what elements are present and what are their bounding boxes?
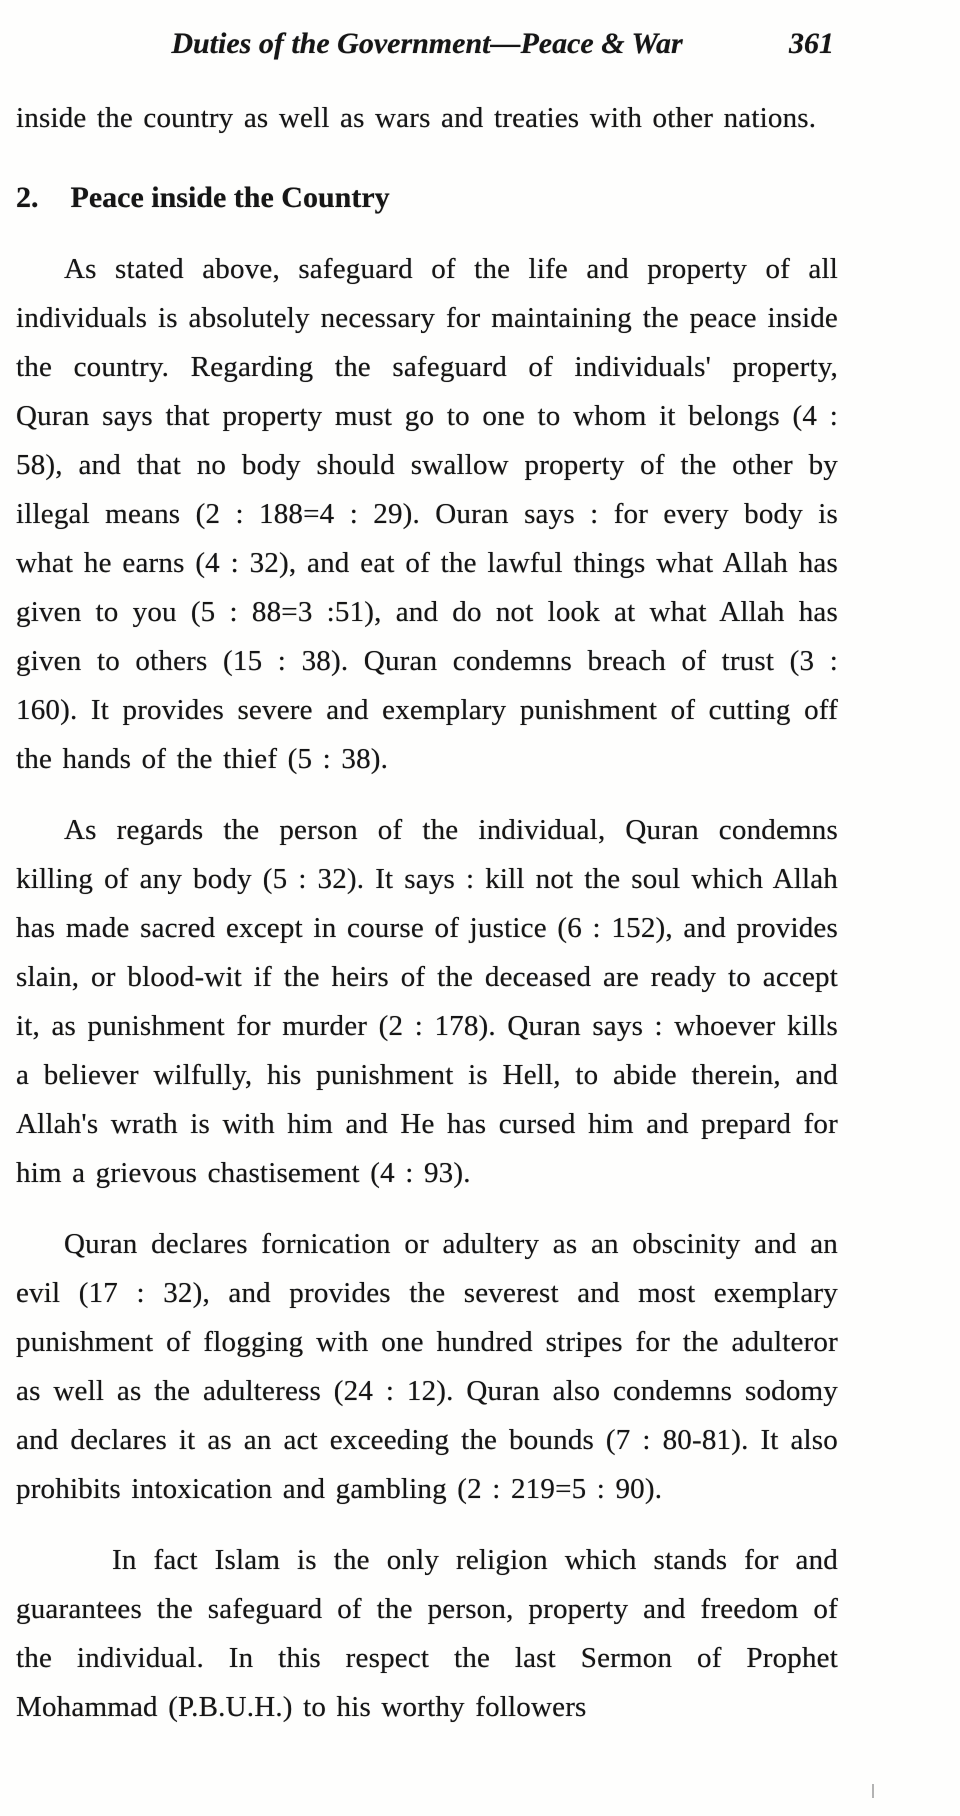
- section-title: Peace inside the Country: [70, 181, 390, 214]
- paragraph-4: In fact Islam is the only religion which stands for and guarantees the safeguard of the person, property and freedom of the individual. In this respect the last Sermon of Prophet Mohammad (P.B.U.H.) to his worthy followers: [16, 1544, 838, 1723]
- page-number: 361: [789, 27, 834, 60]
- scan-edge-mark: [872, 1784, 874, 1798]
- running-header: [16, 24, 838, 64]
- continued-paragraph: inside the country as well as wars and treaties with other nations.: [16, 102, 817, 134]
- section-heading: [16, 177, 838, 219]
- paragraph-3: Quran declares fornication or adultery as an obscinity and an evil (17 : 32), and provides the severest and most exemplary punishment of flogging with one hundred stripes for the adulteror as well as the adulteress (24 : 12). Quran also condemns sodomy and declares it as an act exceeding the bounds (7 : 80-81). It also prohibits intoxication and gambling (2 : 219=5 : 90).: [16, 1228, 838, 1505]
- section-number: 2.: [16, 181, 39, 214]
- paragraph-2: As regards the person of the individual, Quran condemns killing of any body (5 : 32). It says : kill not the soul which Allah has made sacred except in course of justice (6 : 152), and provides slain, or blood-wit if the heirs of the deceased are ready to accept it, as punishment for murder (2 : 178). Quran says : whoever kills a believer wilfully, his punishment is Hell, to abide therein, and Allah's wrath is with him and He has cursed him and prepard for him a grievous chastisement (4 : 93).: [16, 814, 838, 1189]
- chapter-title: Duties of the Government—Peace & War: [171, 27, 683, 60]
- paragraph-1: As stated above, safeguard of the life and property of all individuals is absolutely necessary for maintaining the peace inside the country. Regarding the safeguard of individuals' property, Quran says that property must go to one to whom it belongs (4 : 58), and that no body should swallow property of the other by illegal means (2 : 188=4 : 29). Ouran says : for every body is what he earns (4 : 32), and eat of the lawful things what Allah has given to you (5 : 88=3 :51), and do not look at what Allah has given to others (15 : 38). Quran condemns breach of trust (3 : 160). It provides severe and exemplary punishment of cutting off the hands of the thief (5 : 38).: [16, 253, 838, 775]
